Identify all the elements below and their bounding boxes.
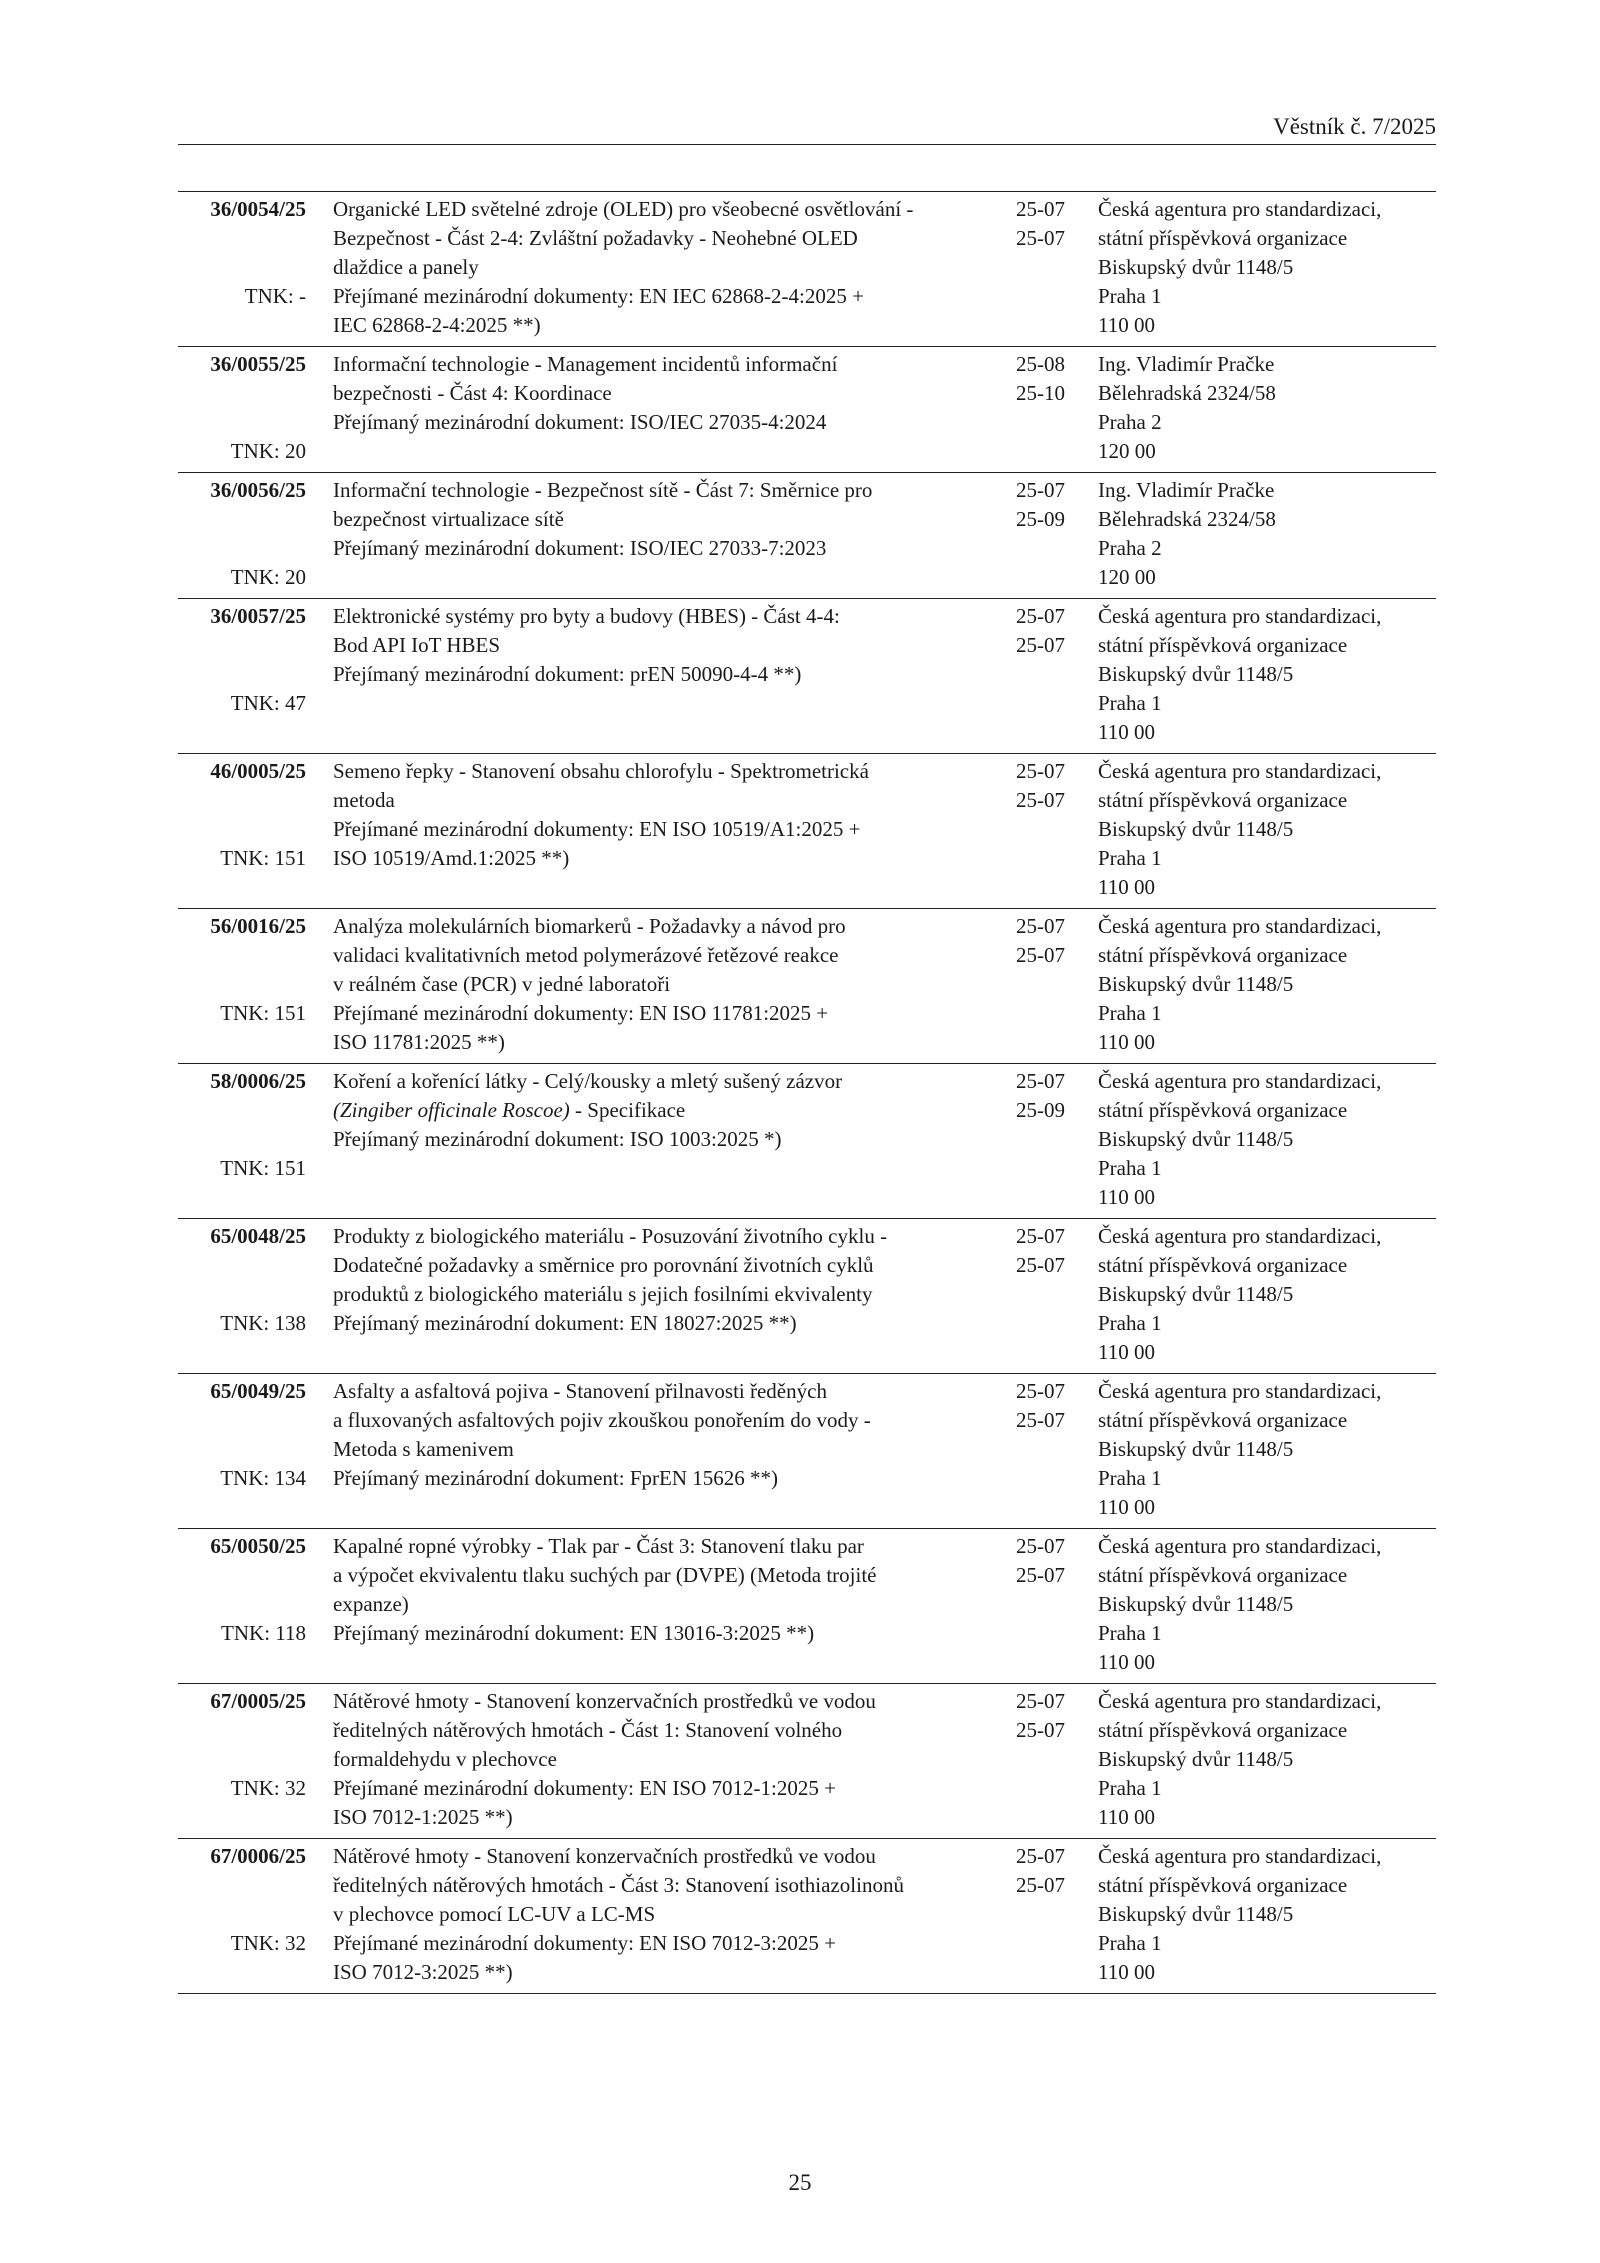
spacer bbox=[178, 1435, 306, 1464]
entry-dates bbox=[1016, 1377, 1076, 1435]
entry-title-line: Nátěrové hmoty - Stanovení konzervačních prostředků ve vodou bbox=[333, 1844, 876, 1868]
entry-title-line: ředitelných nátěrových hmotách - Část 3: Stanovení isothiazolinonů bbox=[333, 1873, 904, 1897]
entry-contact-line: 110 00 bbox=[1098, 1650, 1155, 1674]
spacer bbox=[178, 505, 306, 534]
entry-title-line: ISO 7012-1:2025 **) bbox=[333, 1805, 513, 1829]
entry-title-italic: (Zingiber officinale Roscoe) bbox=[333, 1098, 570, 1122]
entry-title-line bbox=[333, 1096, 1013, 1125]
entry-contact bbox=[1098, 1687, 1438, 1832]
entry-title-line: Metoda s kamenivem bbox=[333, 1437, 514, 1461]
entry-date: 25-07 bbox=[1016, 478, 1065, 502]
entry-title-line: produktů z biologického materiálu s jejich fosilními ekvivalenty bbox=[333, 1282, 873, 1306]
entry-contact-line: Praha 1 bbox=[1098, 1156, 1162, 1180]
table-row bbox=[178, 908, 1436, 1063]
entry-contact-line: státní příspěvková organizace bbox=[1098, 226, 1348, 250]
entry-title-line: Přejímané mezinárodní dokumenty: EN ISO 10519/A1:2025 + bbox=[333, 817, 861, 841]
entry-code: 36/0057/25 bbox=[210, 604, 306, 628]
entry-code-column bbox=[178, 476, 306, 592]
spacer bbox=[178, 786, 306, 815]
entry-title-line: Kapalné ropné výrobky - Tlak par - Část 3: Stanovení tlaku par bbox=[333, 1534, 864, 1558]
entry-tnk: TNK: 138 bbox=[220, 1311, 306, 1335]
entry-contact-line: Biskupský dvůr 1148/5 bbox=[1098, 817, 1294, 841]
spacer bbox=[178, 1900, 306, 1929]
entry-title-line: v reálném čase (PCR) v jedné laboratoři bbox=[333, 972, 671, 996]
entry-title bbox=[333, 350, 1013, 439]
table-row bbox=[178, 1528, 1436, 1683]
entry-title-line: v plechovce pomocí LC-UV a LC-MS bbox=[333, 1902, 656, 1926]
entry-contact-line: Biskupský dvůr 1148/5 bbox=[1098, 1592, 1294, 1616]
entry-date: 25-07 bbox=[1016, 788, 1065, 812]
entry-date: 25-07 bbox=[1016, 1408, 1065, 1432]
entry-title-line: Přejímaný mezinárodní dokument: prEN 50090-4-4 **) bbox=[333, 662, 802, 686]
entry-dates bbox=[1016, 912, 1076, 970]
entry-title-line: Přejímaný mezinárodní dokument: ISO 1003:2025 *) bbox=[333, 1127, 782, 1151]
entry-code: 46/0005/25 bbox=[210, 759, 306, 783]
entry-contact-line: 110 00 bbox=[1098, 1495, 1155, 1519]
entry-contact-line: Česká agentura pro standardizaci, bbox=[1098, 914, 1382, 938]
entry-title-line: Nátěrové hmoty - Stanovení konzervačních prostředků ve vodou bbox=[333, 1689, 876, 1713]
table-row bbox=[178, 1373, 1436, 1528]
entry-contact bbox=[1098, 1222, 1438, 1367]
entry-contact-line: Česká agentura pro standardizaci, bbox=[1098, 759, 1382, 783]
spacer bbox=[178, 1125, 306, 1154]
entry-date: 25-07 bbox=[1016, 1844, 1065, 1868]
entry-tnk: TNK: 20 bbox=[230, 439, 306, 463]
spacer bbox=[178, 815, 306, 844]
entry-title bbox=[333, 757, 1013, 875]
spacer bbox=[178, 534, 306, 563]
entry-contact bbox=[1098, 1067, 1438, 1212]
entry-title-line: Přejímaný mezinárodní dokument: FprEN 15626 **) bbox=[333, 1466, 779, 1490]
spacer bbox=[178, 379, 306, 408]
entry-contact-line: Praha 1 bbox=[1098, 691, 1162, 715]
entry-date: 25-07 bbox=[1016, 1873, 1065, 1897]
entry-title-line: Přejímaný mezinárodní dokument: EN 18027:2025 **) bbox=[333, 1311, 797, 1335]
entry-date: 25-07 bbox=[1016, 604, 1065, 628]
entry-contact-line: Praha 1 bbox=[1098, 1931, 1162, 1955]
entry-contact-line: 110 00 bbox=[1098, 720, 1155, 744]
entry-title-line: Přejímaný mezinárodní dokument: ISO/IEC 27035-4:2024 bbox=[333, 410, 827, 434]
entry-code-column bbox=[178, 1377, 306, 1493]
entry-date: 25-07 bbox=[1016, 226, 1065, 250]
entry-contact bbox=[1098, 1532, 1438, 1677]
entry-title-line: Přejímaný mezinárodní dokument: EN 13016-3:2025 **) bbox=[333, 1621, 815, 1645]
entry-title-line: Přejímané mezinárodní dokumenty: EN ISO 7012-1:2025 + bbox=[333, 1776, 836, 1800]
entry-contact-line: Biskupský dvůr 1148/5 bbox=[1098, 972, 1294, 996]
table-row bbox=[178, 472, 1436, 598]
entry-contact-line: Ing. Vladimír Pračke bbox=[1098, 478, 1275, 502]
entry-title-line: validaci kvalitativních metod polymerázové řetězové reakce bbox=[333, 943, 839, 967]
entry-dates bbox=[1016, 1687, 1076, 1745]
table-row bbox=[178, 1218, 1436, 1373]
entry-date: 25-07 bbox=[1016, 197, 1065, 221]
entry-date: 25-07 bbox=[1016, 1253, 1065, 1277]
entry-title-line: dlaždice a panely bbox=[333, 255, 479, 279]
entry-tnk: TNK: 151 bbox=[220, 1001, 306, 1025]
entry-code-column bbox=[178, 1842, 306, 1958]
entry-contact-line: Česká agentura pro standardizaci, bbox=[1098, 197, 1382, 221]
entry-title-line: Koření a kořenící látky - Celý/kousky a mletý sušený zázvor bbox=[333, 1069, 843, 1093]
entry-code-column bbox=[178, 1222, 306, 1338]
entry-code: 36/0054/25 bbox=[210, 197, 306, 221]
entry-contact-line: Biskupský dvůr 1148/5 bbox=[1098, 255, 1294, 279]
entry-date: 25-09 bbox=[1016, 507, 1065, 531]
entry-contact-line: Bělehradská 2324/58 bbox=[1098, 507, 1276, 531]
entry-code: 65/0050/25 bbox=[210, 1534, 306, 1558]
entry-date: 25-07 bbox=[1016, 1563, 1065, 1587]
entry-title bbox=[333, 1222, 1013, 1340]
entry-code: 65/0048/25 bbox=[210, 1224, 306, 1248]
entry-title-line: Přejímané mezinárodní dokumenty: EN IEC 62868-2-4:2025 + bbox=[333, 284, 864, 308]
entry-contact-line: státní příspěvková organizace bbox=[1098, 1563, 1348, 1587]
entry-date: 25-07 bbox=[1016, 1689, 1065, 1713]
entry-contact-line: Česká agentura pro standardizaci, bbox=[1098, 1224, 1382, 1248]
entry-contact-line: státní příspěvková organizace bbox=[1098, 1718, 1348, 1742]
entry-title bbox=[333, 1842, 1013, 1989]
entry-title-line: ISO 10519/Amd.1:2025 **) bbox=[333, 846, 570, 870]
entry-title bbox=[333, 1687, 1013, 1834]
spacer bbox=[178, 1096, 306, 1125]
page-number: 25 bbox=[788, 2170, 812, 2195]
entry-contact-line: Biskupský dvůr 1148/5 bbox=[1098, 1902, 1294, 1926]
entry-code: 36/0055/25 bbox=[210, 352, 306, 376]
entry-date: 25-07 bbox=[1016, 1224, 1065, 1248]
entry-contact-line: 120 00 bbox=[1098, 565, 1156, 589]
spacer bbox=[178, 631, 306, 660]
entry-title-line: expanze) bbox=[333, 1592, 409, 1616]
entry-contact-line: státní příspěvková organizace bbox=[1098, 1873, 1348, 1897]
entry-title-line: bezpečnost virtualizace sítě bbox=[333, 507, 564, 531]
entry-dates bbox=[1016, 1842, 1076, 1900]
entry-contact-line: Praha 1 bbox=[1098, 1001, 1162, 1025]
entry-tnk: TNK: 118 bbox=[221, 1621, 306, 1645]
entry-title-line: Dodatečné požadavky a směrnice pro porovnání životních cyklů bbox=[333, 1253, 874, 1277]
spacer bbox=[178, 253, 306, 282]
entry-title-line: formaldehydu v plechovce bbox=[333, 1747, 557, 1771]
entry-code: 65/0049/25 bbox=[210, 1379, 306, 1403]
entry-contact-line: Ing. Vladimír Pračke bbox=[1098, 352, 1275, 376]
entry-contact-line: Česká agentura pro standardizaci, bbox=[1098, 604, 1382, 628]
entry-title-line: Informační technologie - Management incidentů informační bbox=[333, 352, 838, 376]
entry-tnk: TNK: - bbox=[244, 284, 306, 308]
entry-title-line: Asfalty a asfaltová pojiva - Stanovení přilnavosti ředěných bbox=[333, 1379, 827, 1403]
entry-title-line: Přejímané mezinárodní dokumenty: EN ISO 11781:2025 + bbox=[333, 1001, 829, 1025]
entry-title-line: Semeno řepky - Stanovení obsahu chlorofylu - Spektrometrická bbox=[333, 759, 869, 783]
entry-date: 25-07 bbox=[1016, 914, 1065, 938]
entry-title bbox=[333, 602, 1013, 691]
entry-contact-line: státní příspěvková organizace bbox=[1098, 1098, 1348, 1122]
entry-title-line: Informační technologie - Bezpečnost sítě - Část 7: Směrnice pro bbox=[333, 478, 873, 502]
spacer bbox=[178, 970, 306, 999]
table-row bbox=[178, 1838, 1436, 1993]
entry-title bbox=[333, 1067, 1013, 1156]
spacer bbox=[178, 1280, 306, 1309]
entry-contact bbox=[1098, 1842, 1438, 1987]
entry-contact-line: Bělehradská 2324/58 bbox=[1098, 381, 1276, 405]
entry-title-line: bezpečnosti - Část 4: Koordinace bbox=[333, 381, 612, 405]
spacer bbox=[178, 941, 306, 970]
entry-date: 25-07 bbox=[1016, 759, 1065, 783]
entry-contact-line: 110 00 bbox=[1098, 1960, 1155, 1984]
entry-contact-line: Biskupský dvůr 1148/5 bbox=[1098, 662, 1294, 686]
entry-contact-line: Česká agentura pro standardizaci, bbox=[1098, 1379, 1382, 1403]
entry-tnk: TNK: 20 bbox=[230, 565, 306, 589]
table-row bbox=[178, 598, 1436, 753]
entry-contact-line: Praha 1 bbox=[1098, 1466, 1162, 1490]
entry-title-line: ISO 11781:2025 **) bbox=[333, 1030, 505, 1054]
entry-contact-line: 110 00 bbox=[1098, 1340, 1155, 1364]
entry-contact-line: 110 00 bbox=[1098, 1030, 1155, 1054]
entry-date: 25-08 bbox=[1016, 352, 1065, 376]
entry-code-column bbox=[178, 1532, 306, 1648]
entry-contact-line: Biskupský dvůr 1148/5 bbox=[1098, 1747, 1294, 1771]
entry-contact-line: Biskupský dvůr 1148/5 bbox=[1098, 1437, 1294, 1461]
entry-tnk: TNK: 151 bbox=[220, 846, 306, 870]
entry-date: 25-09 bbox=[1016, 1098, 1065, 1122]
page-header bbox=[178, 114, 1436, 145]
entry-code-column bbox=[178, 602, 306, 718]
entry-contact-line: Praha 2 bbox=[1098, 410, 1162, 434]
entry-tnk: TNK: 151 bbox=[220, 1156, 306, 1180]
entry-title-rest: - Specifikace bbox=[569, 1098, 686, 1122]
entry-contact-line: Česká agentura pro standardizaci, bbox=[1098, 1069, 1382, 1093]
table-row bbox=[178, 1683, 1436, 1838]
entry-code-column bbox=[178, 757, 306, 873]
entry-code-column bbox=[178, 1687, 306, 1803]
entry-title-line: Bod API IoT HBES bbox=[333, 633, 501, 657]
entry-dates bbox=[1016, 350, 1076, 408]
entry-code: 67/0006/25 bbox=[210, 1844, 306, 1868]
entry-tnk: TNK: 32 bbox=[230, 1776, 306, 1800]
standards-table bbox=[178, 191, 1436, 1994]
entry-contact-line: 110 00 bbox=[1098, 875, 1155, 899]
entry-code-column bbox=[178, 912, 306, 1028]
spacer bbox=[178, 660, 306, 689]
spacer bbox=[178, 1251, 306, 1280]
entry-title bbox=[333, 195, 1013, 342]
entry-contact bbox=[1098, 757, 1438, 902]
entry-title-line: a fluxovaných asfaltových pojiv zkouškou ponořením do vody - bbox=[333, 1408, 871, 1432]
entry-title bbox=[333, 912, 1013, 1059]
spacer bbox=[178, 224, 306, 253]
entry-title-line: a výpočet ekvivalentu tlaku suchých par (DVPE) (Metoda trojité bbox=[333, 1563, 877, 1587]
entry-tnk: TNK: 32 bbox=[230, 1931, 306, 1955]
entry-date: 25-07 bbox=[1016, 1069, 1065, 1093]
spacer bbox=[178, 1590, 306, 1619]
entry-title bbox=[333, 1377, 1013, 1495]
entry-title-line: ředitelných nátěrových hmotách - Část 1: Stanovení volného bbox=[333, 1718, 843, 1742]
entry-contact-line: Praha 2 bbox=[1098, 536, 1162, 560]
entry-title-line: Bezpečnost - Část 2-4: Zvláštní požadavky - Neohebné OLED bbox=[333, 226, 858, 250]
entry-contact-line: Česká agentura pro standardizaci, bbox=[1098, 1689, 1382, 1713]
entry-title-line: IEC 62868-2-4:2025 **) bbox=[333, 313, 541, 337]
entry-contact bbox=[1098, 476, 1438, 592]
entry-contact-line: státní příspěvková organizace bbox=[1098, 633, 1348, 657]
entry-title-line: Elektronické systémy pro byty a budovy (HBES) - Část 4-4: bbox=[333, 604, 840, 628]
bulletin-title: Věstník č. 7/2025 bbox=[1273, 114, 1436, 139]
table-row bbox=[178, 191, 1436, 346]
entry-code: 58/0006/25 bbox=[210, 1069, 306, 1093]
entry-contact-line: 110 00 bbox=[1098, 1805, 1155, 1829]
entry-contact bbox=[1098, 350, 1438, 466]
entry-title bbox=[333, 1532, 1013, 1650]
entry-contact-line: Praha 1 bbox=[1098, 1621, 1162, 1645]
entry-date: 25-07 bbox=[1016, 1379, 1065, 1403]
entry-code: 56/0016/25 bbox=[210, 914, 306, 938]
entry-code-column bbox=[178, 195, 306, 311]
spacer bbox=[178, 1745, 306, 1774]
entry-date: 25-07 bbox=[1016, 1718, 1065, 1742]
entry-contact-line: Praha 1 bbox=[1098, 846, 1162, 870]
entry-tnk: TNK: 47 bbox=[230, 691, 306, 715]
entry-tnk: TNK: 134 bbox=[220, 1466, 306, 1490]
entry-title-line: Přejímaný mezinárodní dokument: ISO/IEC 27033-7:2023 bbox=[333, 536, 827, 560]
entry-dates bbox=[1016, 757, 1076, 815]
entry-contact bbox=[1098, 602, 1438, 747]
entry-contact-line: státní příspěvková organizace bbox=[1098, 1253, 1348, 1277]
entry-contact-line: státní příspěvková organizace bbox=[1098, 943, 1348, 967]
entry-contact-line: Praha 1 bbox=[1098, 284, 1162, 308]
table-row bbox=[178, 753, 1436, 908]
entry-code: 36/0056/25 bbox=[210, 478, 306, 502]
entry-contact bbox=[1098, 1377, 1438, 1522]
entry-contact-line: Praha 1 bbox=[1098, 1311, 1162, 1335]
entry-contact-line: Česká agentura pro standardizaci, bbox=[1098, 1844, 1382, 1868]
entry-title-line: Produkty z biologického materiálu - Posuzování životního cyklu - bbox=[333, 1224, 888, 1248]
entry-contact-line: Česká agentura pro standardizaci, bbox=[1098, 1534, 1382, 1558]
entry-date: 25-07 bbox=[1016, 633, 1065, 657]
entry-contact-line: Biskupský dvůr 1148/5 bbox=[1098, 1127, 1294, 1151]
entry-date: 25-07 bbox=[1016, 943, 1065, 967]
spacer bbox=[178, 1406, 306, 1435]
entry-contact-line: 120 00 bbox=[1098, 439, 1156, 463]
entry-date: 25-07 bbox=[1016, 1534, 1065, 1558]
entry-contact-line: státní příspěvková organizace bbox=[1098, 788, 1348, 812]
entry-title-line: Přejímané mezinárodní dokumenty: EN ISO 7012-3:2025 + bbox=[333, 1931, 836, 1955]
entry-code-column bbox=[178, 1067, 306, 1183]
entry-dates bbox=[1016, 476, 1076, 534]
entry-code: 67/0005/25 bbox=[210, 1689, 306, 1713]
entry-dates bbox=[1016, 1222, 1076, 1280]
table-row bbox=[178, 346, 1436, 472]
entry-title-line: Analýza molekulárních biomarkerů - Požadavky a návod pro bbox=[333, 914, 846, 938]
spacer bbox=[178, 1716, 306, 1745]
entry-title-line: ISO 7012-3:2025 **) bbox=[333, 1960, 513, 1984]
entry-title-line: metoda bbox=[333, 788, 395, 812]
entry-title bbox=[333, 476, 1013, 565]
entry-contact-line: 110 00 bbox=[1098, 313, 1155, 337]
table-row bbox=[178, 1063, 1436, 1218]
entry-contact-line: Praha 1 bbox=[1098, 1776, 1162, 1800]
entry-contact-line: 110 00 bbox=[1098, 1185, 1155, 1209]
entry-dates bbox=[1016, 1532, 1076, 1590]
entry-dates bbox=[1016, 195, 1076, 253]
entry-dates bbox=[1016, 1067, 1076, 1125]
entry-dates bbox=[1016, 602, 1076, 660]
entry-contact bbox=[1098, 195, 1438, 340]
entry-code-column bbox=[178, 350, 306, 466]
entry-contact bbox=[1098, 912, 1438, 1057]
spacer bbox=[178, 1561, 306, 1590]
spacer bbox=[178, 1871, 306, 1900]
entry-date: 25-10 bbox=[1016, 381, 1065, 405]
entry-contact-line: státní příspěvková organizace bbox=[1098, 1408, 1348, 1432]
entry-title-line: Organické LED světelné zdroje (OLED) pro všeobecné osvětlování - bbox=[333, 197, 914, 221]
entry-contact-line: Biskupský dvůr 1148/5 bbox=[1098, 1282, 1294, 1306]
spacer bbox=[178, 408, 306, 437]
